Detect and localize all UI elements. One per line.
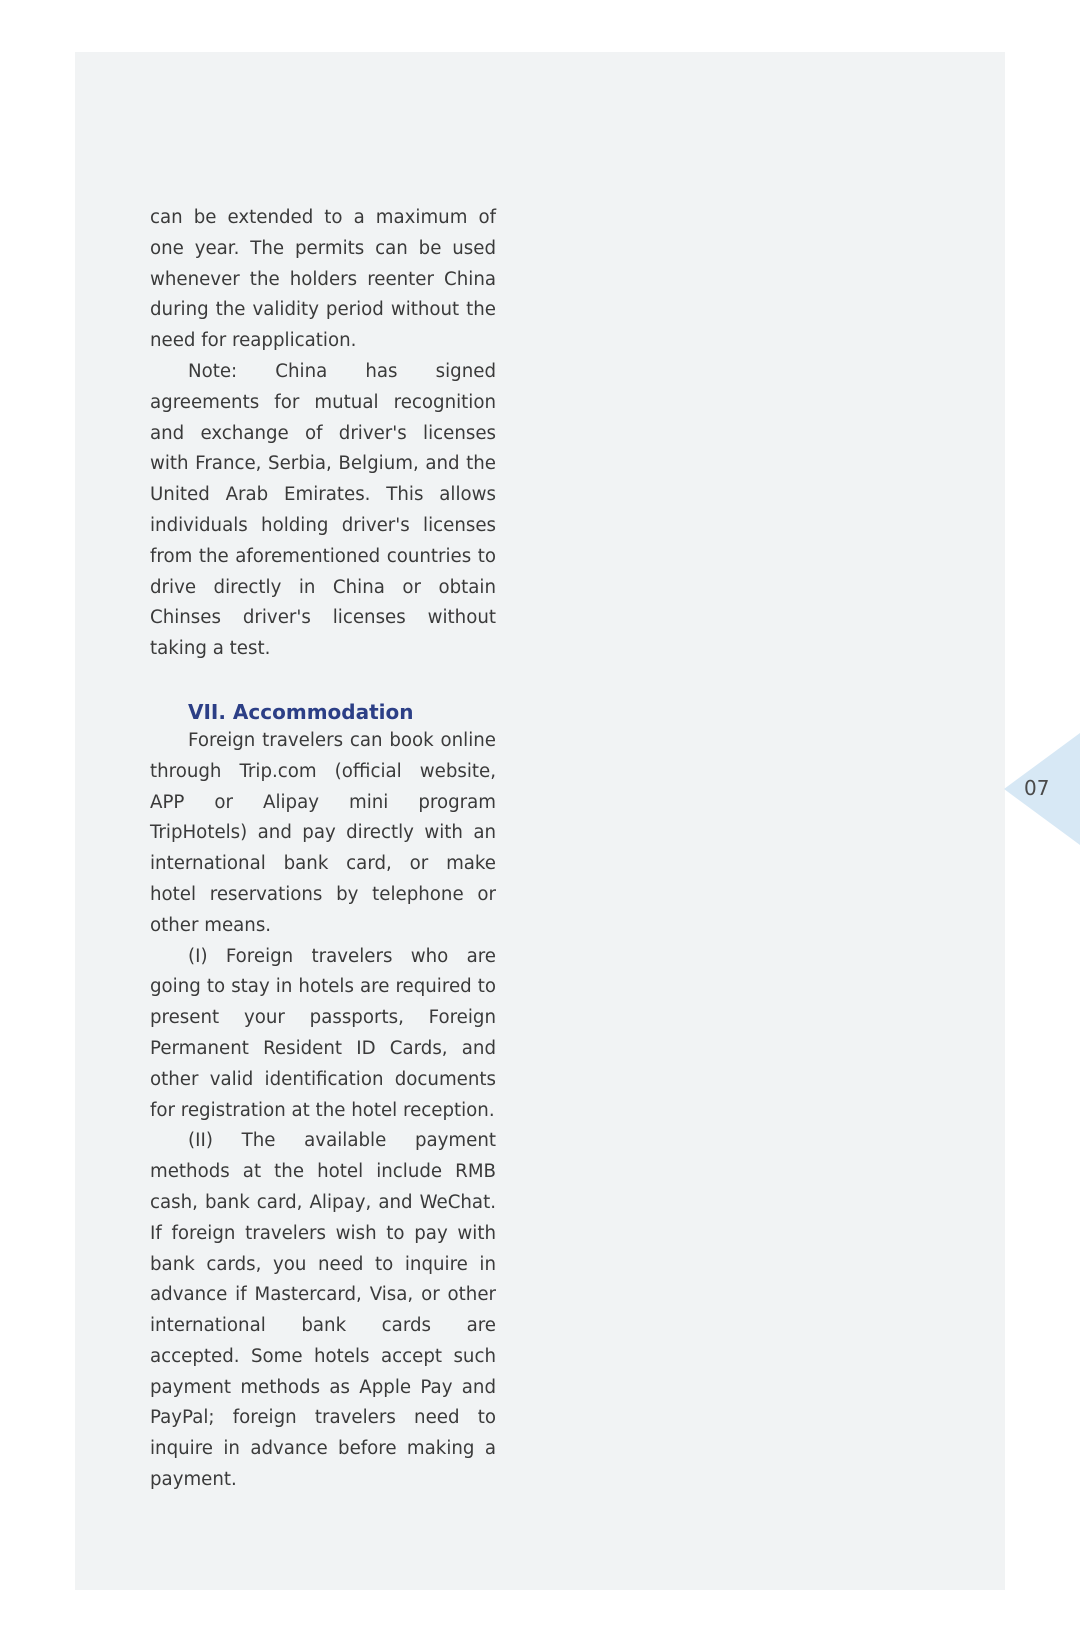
section-heading-accommodation: VII. Accommodation [188, 699, 414, 724]
paragraph-payment-methods: (II) The available payment methods at the hotel include RMB cash, bank card, Alipay, and WeChat. If foreign travelers wish to pay with bank cards, you need to inquire in advance if Mastercard, Visa, or other international bank cards are accepted. Some hotels accept such payment methods as Apple Pay and PayPal; foreign travelers need to inquire in advance before making a payment. [150, 1130, 496, 1491]
paragraph-online-booking: Foreign travelers can book online through Trip.com (official website, APP or Alipay mini program TripHotels) and pay directly with an international bank card, or make hotel reservations by telephone or other means. [150, 729, 496, 936]
page-number: 07 [1024, 776, 1050, 800]
paragraph-hotel-registration: (I) Foreign travelers who are going to stay in hotels are required to present your passports, Foreign Permanent Resident ID Cards, and other valid identification documents for registration at the hotel reception. [150, 945, 496, 1121]
text-column [150, 203, 496, 1496]
paragraph-permit-extension: can be extended to a maximum of one year. The permits can be used whenever the holders reenter China during the validity period without the need for reapplication. [150, 207, 496, 352]
paragraph-drivers-license-note: Note: China has signed agreements for mutual recognition and exchange of driver's licenses with France, Serbia, Belgium, and the United Arab Emirates. This allows individuals holding driver's licenses from the aforementioned countries to drive directly in China or obtain Chinses driver's licenses without taking a test. [150, 360, 496, 660]
